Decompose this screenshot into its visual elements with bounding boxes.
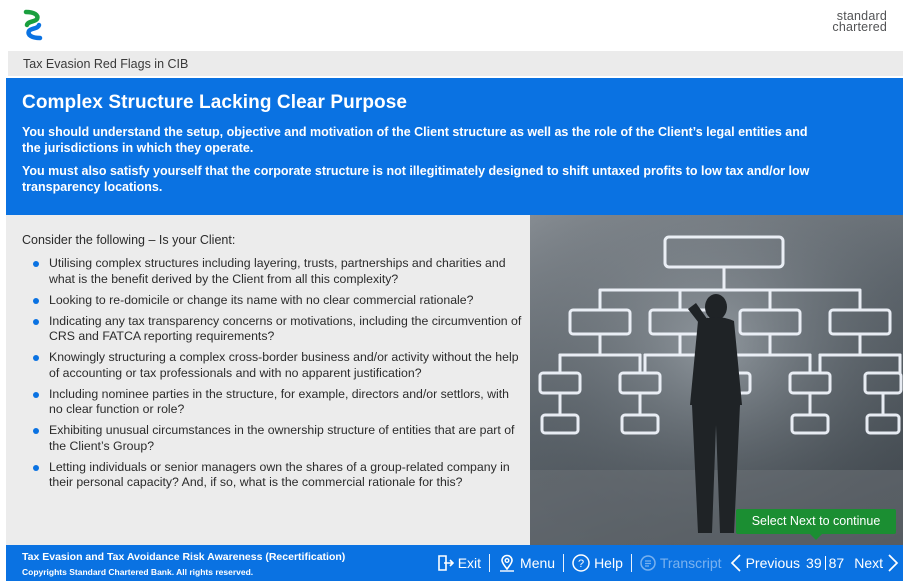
course-title: Tax Evasion and Tax Avoidance Risk Awareness (Recertification) [22, 551, 346, 563]
player-controls [436, 545, 899, 581]
list-item: Looking to re-domicile or change its name with no clear commercial rationale? [22, 293, 522, 309]
menu-label: Menu [520, 555, 556, 571]
previous-button[interactable] [730, 553, 800, 573]
top-bar [0, 0, 909, 50]
page-counter [806, 555, 844, 571]
svg-text:?: ? [578, 558, 585, 570]
help-icon [572, 554, 590, 572]
page-heading: Complex Structure Lacking Clear Purpose [22, 92, 408, 113]
map-pin-icon [498, 554, 516, 572]
help-button[interactable] [572, 554, 623, 572]
brand-line-1: standard [836, 9, 887, 23]
transcript-label: Transcript [659, 555, 722, 571]
next-label: Next [854, 555, 883, 571]
brand-wordmark [832, 11, 887, 33]
list-item: Letting individuals or senior managers own the shares of a group-related company in their personal capacity? And, if so, what is the commercial rationale for this? [22, 460, 522, 491]
next-button[interactable] [854, 553, 899, 573]
help-label: Help [594, 555, 623, 571]
list-item: Indicating any tax transparency concerns or motivations, including the circumvention of CRS and FATCA reporting requirements? [22, 314, 522, 345]
page-separator [825, 556, 826, 570]
exit-icon [436, 554, 454, 572]
banner-paragraph-2: You must also satisfy yourself that the corporate structure is not illegitimately designed to shift untaxed profits to low tax and/or low transparency locations. [22, 164, 810, 194]
select-next-callout: Select Next to continue [736, 509, 896, 534]
content-panel [6, 215, 530, 545]
divider [631, 554, 632, 572]
intro-banner [6, 78, 903, 215]
standard-chartered-logo-icon [22, 9, 44, 41]
exit-label: Exit [457, 555, 482, 571]
banner-paragraph-1: You should understand the setup, objective and motivation of the Client structure as well as the role of the Client’s legal entities and the jurisdictions in which they operate. [22, 125, 808, 155]
transcript-icon [640, 555, 656, 571]
menu-button[interactable] [498, 554, 555, 572]
man-with-org-chart-image [530, 215, 903, 545]
chevron-right-icon [887, 553, 899, 573]
exit-button[interactable] [436, 554, 481, 572]
copyright-text: Copyrights Standard Chartered Bank. All rights reserved. [22, 567, 254, 577]
brand-line-2: chartered [832, 20, 887, 34]
footer-bar [6, 545, 903, 581]
divider [489, 554, 490, 572]
list-item: Including nominee parties in the structure, for example, directors and/or settlors, with no clear function or role? [22, 387, 522, 418]
chevron-left-icon [730, 553, 742, 573]
list-item: Exhibiting unusual circumstances in the ownership structure of entities that are part of the Client’s Group? [22, 423, 522, 454]
page-current: 39 [806, 555, 822, 571]
intro-text: Consider the following – Is your Client: [22, 233, 236, 247]
previous-label: Previous [745, 555, 801, 571]
org-chart-drawing-icon [530, 215, 903, 545]
list-item: Knowingly structuring a complex cross-border business and/or activity without the help of accounting or tax professionals and with no apparent justification? [22, 350, 522, 381]
red-flag-list [22, 256, 522, 491]
divider [563, 554, 564, 572]
page-total: 87 [828, 555, 845, 571]
transcript-button[interactable] [640, 555, 722, 571]
list-item: Utilising complex structures including layering, trusts, partnerships and charities and what is the benefit derived by the Client from all this complexity? [22, 256, 522, 287]
module-title: Tax Evasion Red Flags in CIB [8, 51, 903, 76]
